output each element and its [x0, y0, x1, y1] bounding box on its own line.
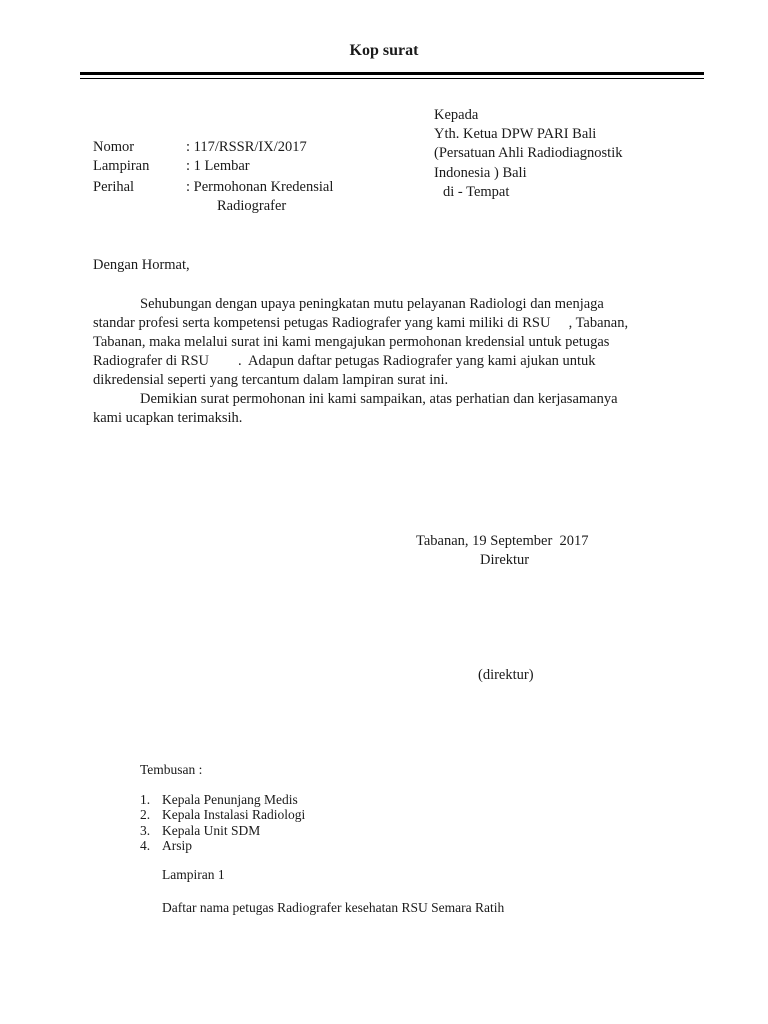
nomor-label: Nomor — [93, 139, 135, 155]
body-line: Radiografer di RSU . Adapun daftar petugas Radiografer yang kami ajukan untuk — [93, 353, 596, 369]
nomor-value: : 117/RSSR/IX/2017 — [186, 139, 307, 155]
body-line: Demikian surat permohonan ini kami sampaikan, atas perhatian dan kerjasamanya — [140, 391, 618, 407]
list-item: 4. Arsip — [140, 838, 192, 854]
salutation: Dengan Hormat, — [93, 257, 190, 273]
lampiran-value: : 1 Lembar — [186, 158, 250, 174]
letter-body — [93, 295, 668, 428]
perihal-label: Perihal — [93, 179, 135, 195]
body-line: kami ucapkan terimaksih. — [93, 410, 243, 426]
perihal-value: : Permohonan Kredensial — [186, 179, 334, 195]
recipient-line-yth: Yth. Ketua DPW PARI Bali — [434, 126, 597, 143]
recipient-line-org-cont: Indonesia ) Bali — [434, 164, 527, 181]
recipient-line-tempat: di - Tempat — [443, 183, 510, 200]
place-date: Tabanan, 19 September 2017 — [416, 533, 589, 549]
recipient-line-kepada: Kepada — [434, 107, 479, 123]
recipient-line-org: (Persatuan Ahli Radiodiagnostik — [434, 145, 623, 162]
signatory-name: (direktur) — [478, 667, 534, 683]
lampiran-label: Lampiran — [93, 158, 150, 174]
tembusan-list — [140, 792, 305, 854]
body-line: Sehubungan dengan upaya peningkatan mutu pelayanan Radiologi dan menjaga — [140, 296, 604, 312]
recipient-address — [434, 106, 622, 202]
perihal-value-continued: Radiografer — [217, 198, 287, 214]
list-item: 3. Kepala Unit SDM — [140, 822, 261, 838]
body-line: Tabanan, maka melalui surat ini kami mengajukan permohonan kredensial untuk petugas — [93, 334, 610, 350]
letterhead-title: Kop surat — [349, 42, 419, 59]
body-line: dikredensial seperti yang tercantum dalam lampiran surat ini. — [93, 372, 449, 388]
list-item: 2. Kepala Instalasi Radiologi — [140, 807, 306, 823]
lampiran-description: Daftar nama petugas Radiografer kesehatan RSU Semara Ratih — [162, 900, 505, 915]
list-item: 1. Kepala Penunjang Medis — [140, 792, 298, 807]
lampiran-title: Lampiran 1 — [162, 867, 225, 882]
letterhead-rule-thin — [80, 78, 704, 79]
signatory-position: Direktur — [480, 552, 530, 568]
letterhead-rule-thick — [80, 72, 704, 75]
tembusan-label: Tembusan : — [140, 762, 203, 777]
body-line: standar profesi serta kompetensi petugas Radiografer yang kami miliki di RSU , Tabanan, — [93, 315, 629, 331]
